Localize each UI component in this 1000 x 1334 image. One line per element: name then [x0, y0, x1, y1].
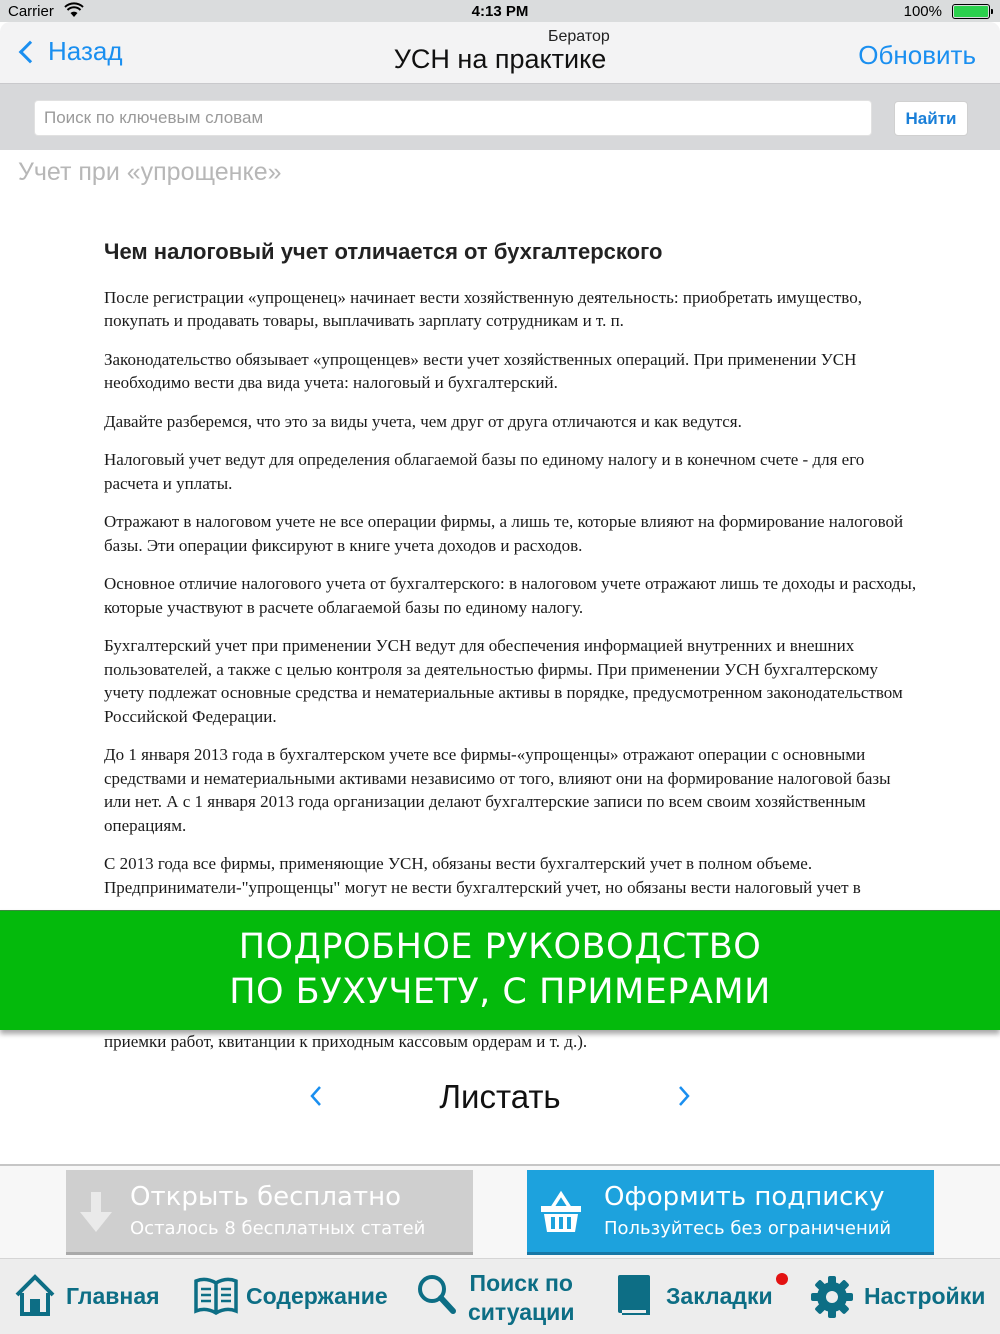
article-title: Чем налоговый учет отличается от бухгалтерского [104, 240, 663, 264]
search-input[interactable] [34, 100, 872, 136]
tab-settings-label: Настройки [864, 1283, 986, 1309]
open-free-subtitle: Осталось 8 бесплатных статей [130, 1218, 426, 1239]
article-paragraph: С 2013 года все фирмы, применяющие УСН, обязаны вести бухгалтерский учет в полном объеме. Предприниматели-"упрощенцы" могут не вести бухгалтерский учет, но обязаны вести налоговый учет в [104, 854, 861, 897]
promo-banner [0, 910, 1000, 1030]
tab-search-label-line1: Поиск по [469, 1270, 573, 1296]
tab-home-label: Главная [66, 1283, 160, 1309]
article-paragraph: Бухгалтерский учет при применении УСН ведут для обеспечения информацией внутренних и внешних пользователей, а также с целью контроля за деятельностью фирмы. При применении УСН бухгалтерскому учету подлежат основные средства и нематериальные активы в порядке, предусмотренном законодательством Российской Федерации. [104, 636, 903, 726]
search-button[interactable]: Найти [894, 101, 968, 136]
tab-bookmarks-label: Закладки [666, 1283, 773, 1309]
bookmark-book-icon [614, 1273, 654, 1322]
open-book-icon [194, 1277, 238, 1320]
nav-subtitle: Бератор [548, 28, 610, 45]
gear-icon [810, 1275, 854, 1324]
tab-settings[interactable] [808, 1259, 998, 1334]
next-page-button[interactable] [672, 1082, 696, 1110]
tab-bar [0, 1258, 1000, 1334]
battery-percent: 100% [903, 3, 942, 20]
download-arrow-icon [78, 1192, 114, 1241]
battery-icon [952, 4, 990, 19]
pager-label: Листать [439, 1078, 561, 1115]
tab-contents-label: Содержание [246, 1283, 388, 1309]
promo-line-2: ПО БУХУЧЕТУ, С ПРИМЕРАМИ [229, 972, 771, 1012]
article-paragraph: До 1 января 2013 года в бухгалтерском учете все фирмы-«упрощенцы» отражают операции с основными средствами и нематериальными активами независимо от того, влияют они на формирование налоговой базы или нет. А с 1 января 2013 года организации делают бухгалтерские записи по всем своим хозяйственным операциям. [104, 745, 891, 835]
article-body [104, 240, 920, 910]
subscribe-title: Оформить подписку [604, 1182, 885, 1212]
tab-search-situation[interactable] [412, 1259, 592, 1334]
subscribe-subtitle: Пользуйтесь без ограничений [604, 1218, 892, 1239]
promo-line-1: ПОДРОБНОЕ РУКОВОДСТВО [238, 927, 762, 967]
refresh-button[interactable]: Обновить [858, 40, 976, 70]
carrier-label: Carrier [8, 3, 54, 20]
article-paragraph-tail: приемки работ, квитанции к приходным кассовым ордерам и т. д.). [104, 1032, 588, 1051]
tab-home[interactable] [10, 1259, 170, 1334]
tab-search-label-line2: ситуации [468, 1299, 575, 1325]
clock: 4:13 PM [471, 3, 529, 20]
open-free-title: Открыть бесплатно [130, 1182, 402, 1212]
status-bar [0, 0, 1000, 22]
navigation-bar [0, 22, 1000, 84]
section-heading: Учет при «упрощенке» [18, 158, 282, 186]
article-paragraph: После регистрации «упрощенец» начинает вести хозяйственную деятельность: приобретать имущество, покупать и продавать товары, выплачивать зарплату сотрудникам и т. п. [104, 287, 862, 330]
page-title: УСН на практике [393, 44, 607, 74]
tab-search-label [468, 1269, 574, 1327]
open-free-button[interactable] [66, 1170, 473, 1255]
article-paragraph: Отражают в налоговом учете не все операции фирмы, а лишь те, которые влияют на формирование налоговой базы. Эти операции фиксируют в книге учета доходов и расходов. [104, 512, 904, 555]
back-label: Назад [48, 36, 123, 66]
action-area [0, 1164, 1000, 1258]
article-paragraph: Давайте разберемся, что это за виды учета, чем друг от друга отличаются и как ведутся. [104, 411, 742, 431]
search-bar [0, 84, 1000, 150]
notification-badge [776, 1273, 788, 1285]
article-paragraph: Налоговый учет ведут для определения облагаемой базы по единому налогу и в конечном счете - для его расчета и уплаты. [104, 450, 865, 493]
subscribe-button[interactable] [527, 1170, 934, 1255]
magnifier-icon [416, 1273, 456, 1320]
article-paragraph: Основное отличие налогового учета от бухгалтерского: в налоговом учете отражают лишь те доходы и расходы, которые участвуют в расчете облагаемой базы по единому налогу. [104, 574, 917, 617]
article-paragraph: Законодательство обязывает «упрощенцев» вести учет хозяйственных операций. При применении УСН необходимо вести два вида учета: налоговый и бухгалтерский. [104, 349, 857, 392]
tab-bookmarks[interactable] [610, 1259, 790, 1334]
house-icon [14, 1273, 56, 1322]
tab-contents[interactable] [190, 1259, 400, 1334]
chevron-right-icon [672, 1082, 696, 1110]
basket-icon [539, 1190, 583, 1239]
